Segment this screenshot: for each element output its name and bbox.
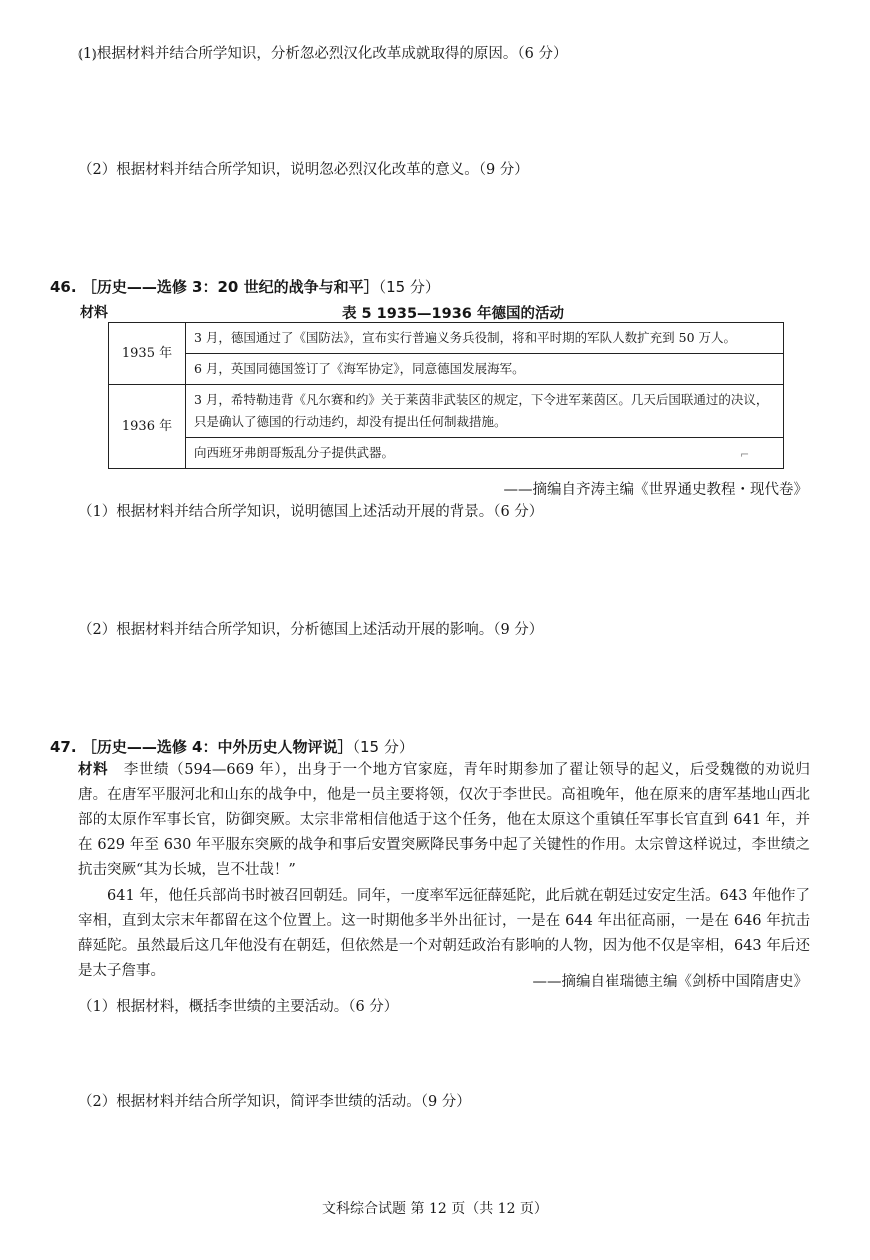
q46-heading: ［历史——选修 3：20 世纪的战争与和平］ xyxy=(81,278,379,296)
table-row xyxy=(109,385,784,438)
q47-header xyxy=(50,736,414,757)
table-row xyxy=(109,438,784,469)
event-cell: 3 月，德国通过了《国防法》，宣布实行普遍义务兵役制，将和平时期的军队人数扩充到 50 万人。 xyxy=(186,323,784,354)
q46-material-label: 材料 xyxy=(80,305,108,321)
q47-material-para1 xyxy=(78,758,810,883)
table5 xyxy=(108,322,784,469)
event-cell: 向西班牙弗朗哥叛乱分子提供武器。 xyxy=(186,438,784,469)
page-footer: 文科综合试题 第 12 页（共 12 页） xyxy=(322,1201,548,1217)
q46-number: 46. xyxy=(50,278,77,296)
table5-title: 表 5 1935—1936 年德国的活动 xyxy=(342,306,564,322)
stray-mark: ⌐ xyxy=(740,448,750,461)
q46-sub1: （1）根据材料并结合所学知识，说明德国上述活动开展的背景。（6 分） xyxy=(78,504,544,520)
q46-score: （15 分） xyxy=(378,278,440,296)
year-cell: 1936 年 xyxy=(109,385,186,469)
q47-sub1: （1）根据材料，概括李世绩的主要活动。（6 分） xyxy=(78,999,399,1015)
q47-material-label: 材料 xyxy=(78,762,109,778)
q47-source: ——摘编自崔瑞德主编《剑桥中国隋唐史》 xyxy=(532,974,808,990)
q47-sub2: （2）根据材料并结合所学知识，简评李世绩的活动。（9 分） xyxy=(78,1094,471,1110)
q45-sub1: ⦅1⦆根据材料并结合所学知识，分析忽必烈汉化改革成就取得的原因。（6 分） xyxy=(78,46,568,62)
q45-sub2: （2）根据材料并结合所学知识，说明忽必烈汉化改革的意义。（9 分） xyxy=(78,162,529,178)
q46-header xyxy=(50,276,440,297)
table-row xyxy=(109,323,784,354)
event-cell: 3 月，希特勒违背《凡尔赛和约》关于莱茵非武装区的规定，下令进军莱茵区。几天后国联通过的决议，只是确认了德国的行动违约，却没有提出任何制裁措施。 xyxy=(186,385,784,438)
q47-number: 47. xyxy=(50,738,77,756)
event-cell: 6 月，英国同德国签订了《海军协定》，同意德国发展海军。 xyxy=(186,354,784,385)
q47-material-para2: 641 年，他任兵部尚书时被召回朝廷。同年，一度率军远征薛延陀，此后就在朝廷过安定生活。643 年他作了宰相，直到太宗末年都留在这个位置上。这一时期他多半外出征讨，一是在 644 年出征高丽，一是在 646 年抗击薛延陀。虽然最后这几年他没有在朝廷，但依然是一个对朝廷政治有影响的人物，因为他不仅是宰相，643 年后还是太子詹事。 xyxy=(78,888,810,979)
table-row xyxy=(109,354,784,385)
q47-heading: ［历史——选修 4：中外历史人物评说］ xyxy=(81,738,353,756)
q47-score: （15 分） xyxy=(352,738,414,756)
q46-sub2: （2）根据材料并结合所学知识，分析德国上述活动开展的影响。（9 分） xyxy=(78,622,544,638)
year-cell: 1935 年 xyxy=(109,323,186,385)
q47-para1-text: 李世绩（594—669 年），出身于一个地方官家庭，青年时期参加了翟让领导的起义，后受魏徵的劝说归唐。在唐军平服河北和山东的战争中，他是一员主要将领，仅次于李世民。高祖晚年，他在原来的唐军基地山西北部的太原作军事长官，防御突厥。太宗非常相信他适于这个任务，他在太原这个重镇任军事长官直到 641 年，并在 629 年至 630 年平服东突厥的战争和事后安置突厥降民事务中起了关键性的作用。太宗曾这样说过，李世绩之抗击突厥“其为长城，岂不壮哉！” xyxy=(78,762,811,878)
q46-source: ——摘编自齐涛主编《世界通史教程・现代卷》 xyxy=(503,482,808,498)
